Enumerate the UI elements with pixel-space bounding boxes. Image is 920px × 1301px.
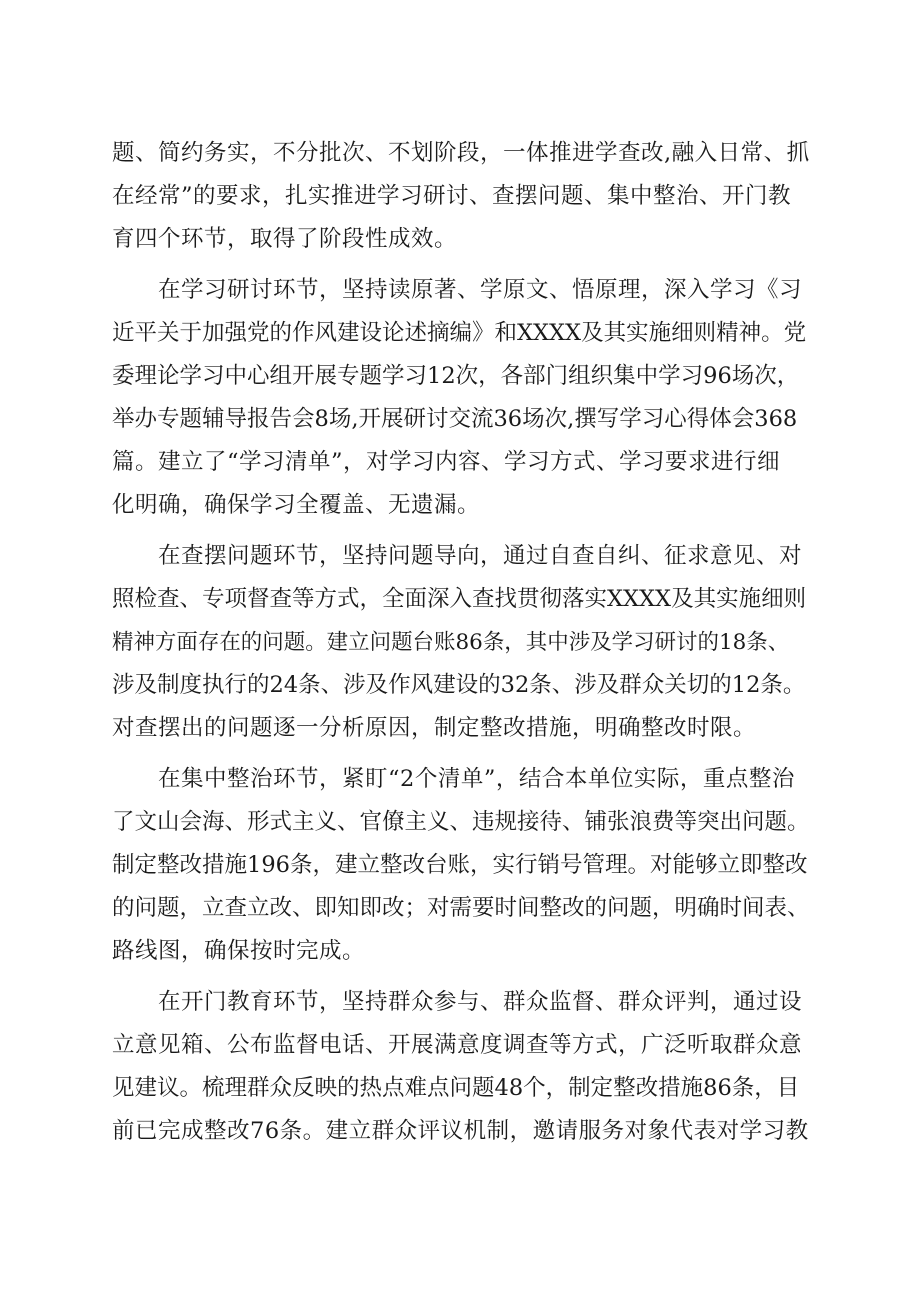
text-line: 了文山会海、形式主义、官僚主义、违规接待、铺张浪费等突出问题。 <box>112 809 810 835</box>
text-line: 育四个环节，取得了阶段性成效。 <box>112 226 458 252</box>
text-line: 委理论学习中心组开展专题学习12次，各部门组织集中学习96场次， <box>112 363 800 389</box>
text-line: 制定整改措施196条，建立整改台账，实行销号管理。对能够立即整改 <box>112 852 808 878</box>
text-line: 涉及制度执行的24条、涉及作风建设的32条、涉及群众关切的12条。 <box>112 672 806 698</box>
text-line: 见建议。梳理群众反映的热点难点问题48个，制定整改措施86条，目 <box>112 1075 800 1101</box>
text-line: 对查摆出的问题逐一分析原因，制定整改措施，明确整改时限。 <box>112 715 757 741</box>
document-body <box>112 132 812 1153</box>
text-line: 照检查、专项督查等方式，全面深入查找贯彻落实XXXX及其实施细则 <box>112 586 807 612</box>
paragraph-open-education <box>112 981 812 1153</box>
paragraph-problem-finding <box>112 535 812 750</box>
text-line: 化明确，确保学习全覆盖、无遗漏。 <box>112 492 481 518</box>
text-line: 篇。建立了“学习清单”，对学习内容、学习方式、学习要求进行细 <box>112 449 781 475</box>
text-line: 前已完成整改76条。建立群众评议机制，邀请服务对象代表对学习教 <box>112 1118 809 1144</box>
text-line: 题、简约务实，不分批次、不划阶段，一体推进学查改,融入日常、抓 <box>112 140 810 166</box>
text-line: 在学习研讨环节，坚持读原著、学原文、悟原理，深入学习《习 <box>158 277 803 303</box>
paragraph-study-discussion <box>112 269 812 527</box>
text-line: 在查摆问题环节，坚持问题导向，通过自查自纠、征求意见、对 <box>158 543 803 569</box>
text-line: 路线图，确保按时完成。 <box>112 938 366 964</box>
paragraph-rectification <box>112 758 812 973</box>
paragraph-continuation <box>112 132 812 261</box>
text-line: 立意见箱、公布监督电话、开展满意度调查等方式，广泛听取群众意 <box>112 1032 803 1058</box>
text-line: 举办专题辅导报告会8场,开展研讨交流36场次,撰写学习心得体会368 <box>112 406 798 432</box>
text-line: 在经常”的要求，扎实推进学习研讨、查摆问题、集中整治、开门教 <box>112 183 792 209</box>
text-line: 近平关于加强党的作风建设论述摘编》和XXXX及其实施细则精神。党 <box>112 320 807 346</box>
text-line: 精神方面存在的问题。建立问题台账86条，其中涉及学习研讨的18条、 <box>112 630 790 655</box>
text-line: 在集中整治环节，紧盯“2个清单”，结合本单位实际，重点整治 <box>158 766 795 792</box>
text-line: 的问题，立查立改、即知即改；对需要时间整改的问题，明确时间表、 <box>112 895 810 921</box>
text-line: 在开门教育环节，坚持群众参与、群众监督、群众评判，通过设 <box>158 989 803 1015</box>
